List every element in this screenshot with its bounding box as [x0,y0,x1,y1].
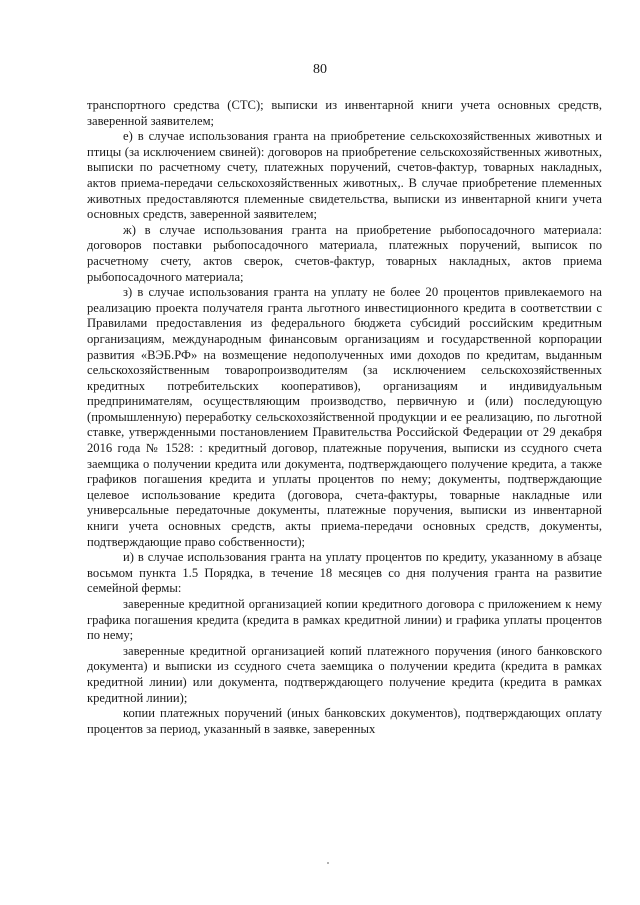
document-body [87,98,602,737]
paragraph-item-zh-fish-stock: ж) в случае использования гранта на приобретение рыбопосадочного материала: договоров поставки рыбопосадочного материала, платежных поручений, выписок по расчетному счету, актов сверок, счетов-фактур, товарных накладных, актов приема рыбопосадочного материала; [87,222,602,284]
page-number: 80 [313,62,327,77]
paragraph-payment-orders-interest: копии платежных поручений (иных банковских документов), подтверждающих оплату процентов за период, указанный в заявке, заверенных [87,706,602,736]
scan-speck [327,862,329,864]
paragraph-item-z-credit: з) в случае использования гранта на уплату не более 20 процентов привлекаемого на реализацию проекта получателя гранта льготного инвестиционного кредита в соответствии с Правилами предоставления из федерального бюджета субсидий российским кредитным организациям, международным финансовым организациям и государственной корпорации развития «ВЭБ.РФ» на возмещение недополученных ими доходов по кредитам, выданным сельскохозяйственным товаропроизводителям (за исключением сельскохозяйственных кредитных потребительских кооперативов), организациям и индивидуальным предпринимателям, осуществляющим производство, первичную и (или) последующую (промышленную) переработку сельскохозяйственной продукции и ее реализацию, по льготной ставке, утвержденными постановлением Правительства Российской Федерации от 29 декабря 2016 года № 1528: : кредитный договор, платежные поручения, выписки из ссудного счета заемщика о получении кредита или документа, подтверждающего получение кредита, а также графиков погашения кредита и уплаты процентов по нему; документы, подтверждающие целевое использование кредита (договора, счета-фактуры, товарные накладные или универсальные передаточные документы, платежные поручения, выписки из инвентарной книги учета основных средств, акты приема-передачи основных средств, документы, подтверждающие право собственности); [87,285,602,549]
paragraph-item-e-livestock: е) в случае использования гранта на приобретение сельскохозяйственных животных и птицы (за исключением свиней): договоров на приобретение сельскохозяйственных животных, выписки по расчетному счету, платежных поручений, счетов-фактур, товарных накладных, актов приема-передачи сельскохозяйственных животных,. В случае приобретение племенных животных предоставляются племенные свидетельства, выписки из инвентарной книги учета основных средств, заверенной заявителем; [87,129,602,222]
paragraph-payment-order-copies: заверенные кредитной организацией копий платежного поручения (иного банковского документа) и выписки из ссудного счета заемщика о получении кредита (кредита в рамках кредитной линии) или документа, подтверждающего получение кредита (кредита в рамках кредитной линии); [87,643,602,705]
paragraph-vehicle-documents: транспортного средства (СТС); выписки из инвентарной книги учета основных средств, заверенной заявителем; [87,98,602,128]
paragraph-credit-agreement-copies: заверенные кредитной организацией копии кредитного договора с приложением к нему графика погашения кредита (кредита в рамках кредитной линии) и графика уплаты процентов по нему; [87,597,602,643]
paragraph-item-i-interest: и) в случае использования гранта на уплату процентов по кредиту, указанному в абзаце восьмом пункта 1.5 Порядка, в течение 18 месяцев со дня получения гранта на развитие семейной фермы: [87,550,602,596]
